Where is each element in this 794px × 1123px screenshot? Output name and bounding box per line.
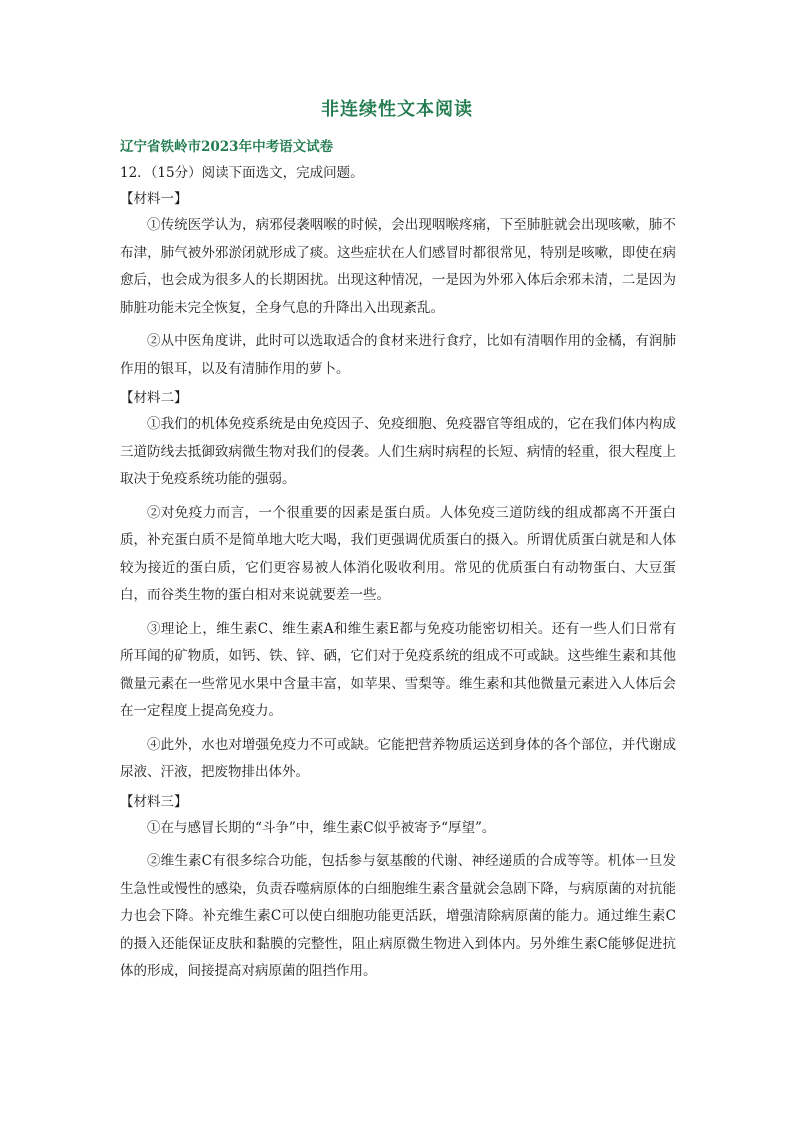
paragraph: ①在与感冒长期的“斗争”中，维生素C似乎被寄予“厚望”。 [147, 819, 496, 836]
paragraph: ②从中医角度讲，此时可以选取适合的食材来进行食疗，比如有清咽作用的金橘，有润肺作用的银耳，以及有清肺作用的萝卜。 [120, 333, 676, 377]
paragraph: ③理论上，维生素C、维生素A和维生素E都与免疫功能密切相关。还有一些人们日常有所耳闻的矿物质，如钙、铁、锌、硒，它们对于免疫系统的组成不可或缺。这些维生素和其他微量元素在一些常见水果中含量丰富，如苹果、雪梨等。维生素和其他微量元素进入人体后会在一定程度上提高免疫力。 [120, 620, 676, 719]
reading-content [120, 186, 676, 986]
paragraph: ④此外，水也对增强免疫力不可或缺。它能把营养物质运送到身体的各个部位，并代谢成尿液、汗液，把废物排出体外。 [120, 736, 676, 780]
section-heading: 【材料二】 [120, 390, 188, 406]
document-title: 非连续性文本阅读 [321, 99, 473, 120]
paragraph: ①我们的机体免疫系统是由免疫因子、免疫细胞、免疫器官等组成的，它在我们体内构成三道防线去抵御致病微生物对我们的侵袭。人们生病时病程的长短、病情的轻重，很大程度上取决于免疫系统功能的强弱。 [120, 416, 676, 487]
exam-source: 辽宁省铁岭市2023年中考语文试卷 [120, 139, 334, 155]
material-section [120, 789, 676, 986]
paragraph: ②对免疫力而言，一个很重要的因素是蛋白质。人体免疫三道防线的组成都离不开蛋白质，补充蛋白质不是简单地大吃大喝，我们更强调优质蛋白的摄入。所谓优质蛋白就是和人体较为接近的蛋白质，它们更容易被人体消化吸收利用。常见的优质蛋白有动物蛋白、大豆蛋白，而谷类生物的蛋白相对来说就要差一些。 [120, 504, 676, 603]
section-heading: 【材料三】 [120, 793, 188, 810]
material-section [120, 385, 676, 787]
question-prompt: 12．（15分）阅读下面选文，完成问题。 [120, 165, 364, 181]
paragraph: ①传统医学认为，病邪侵袭咽喉的时候，会出现咽喉疼痛，下至肺脏就会出现咳嗽，肺不布津，肺气被外邪淤闭就形成了痰。这些症状在人们感冒时都很常见，特别是咳嗽，即使在病愈后，也会成为很多人的长期困扰。出现这种情况，一是因为外邪入体后余邪未清，二是因为肺脏功能未完全恢复，全身气息的升降出入出现紊乱。 [120, 217, 676, 316]
section-heading: 【材料一】 [120, 191, 188, 207]
paragraph: ②维生素C有很多综合功能，包括参与氨基酸的代谢、神经递质的合成等等。机体一旦发生急性或慢性的感染，负责吞噬病原体的白细胞维生素含量就会急剧下降，与病原菌的对抗能力也会下降。补充维生素C可以使白细胞功能更活跃，增强清除病原菌的能力。通过维生素C的摄入还能保证皮肤和黏膜的完整性，阻止病原微生物进入到体内。另外维生素C能够促进抗体的形成，间接提高对病原菌的阻挡作用。 [120, 853, 676, 979]
material-section [120, 186, 676, 383]
